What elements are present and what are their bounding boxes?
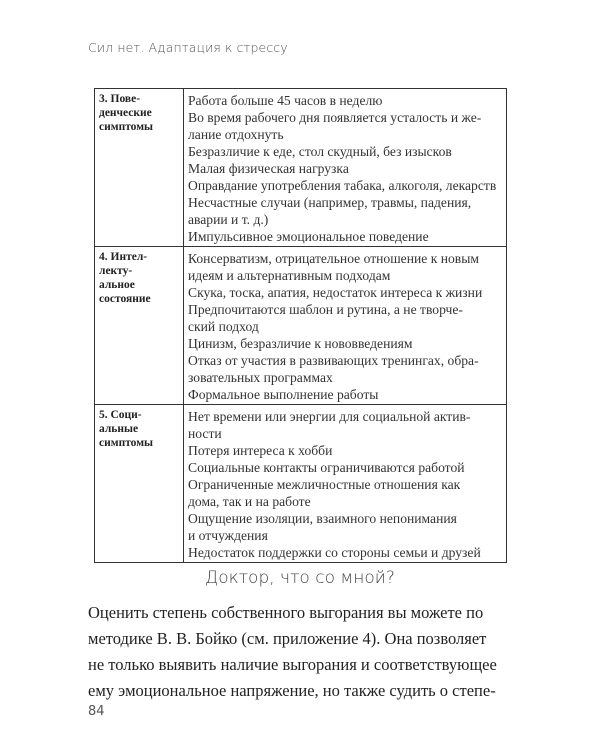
symptom-line: Оправдание употребления табака, алкоголя, лекарств <box>188 178 497 193</box>
symptom-line: Импульсивное эмоциональное поведение <box>188 229 429 244</box>
symptom-line: Недостаток поддержки со стороны семьи и друзей <box>188 545 481 560</box>
symptom-line: Формальное выполнение работы <box>188 387 379 402</box>
category-label-line: 4. Интел- <box>99 251 148 263</box>
category-label-line: лекту- <box>99 265 133 277</box>
body-paragraph <box>88 600 518 704</box>
symptom-line: Социальные контакты ограничиваются работой <box>188 460 465 475</box>
paragraph-line: не только выявить наличие выгорания и соответствующее <box>88 655 497 674</box>
category-cell <box>95 405 184 563</box>
category-label-line: денческие <box>99 107 152 119</box>
paragraph-line: Оценить степень собственного выгорания вы можете по <box>88 603 484 622</box>
symptoms-table <box>94 88 507 563</box>
symptom-line: Предпочитаются шаблон и рутина, а не творче- <box>188 302 463 317</box>
table-row <box>95 405 507 563</box>
category-label-line: симптомы <box>99 437 154 449</box>
symptom-line: Консерватизм, отрицательное отношение к новым <box>188 251 479 266</box>
running-head: Сил нет. Адаптация к стрессу <box>88 40 288 55</box>
paragraph-line: ему эмоциональное напряжение, но также судить о степе- <box>88 681 496 700</box>
category-label-line: 5. Соци- <box>99 409 142 421</box>
symptom-line: Нет времени или энергии для социальной актив- <box>188 409 471 424</box>
category-label-line: альное <box>99 279 135 291</box>
symptom-line: Скука, тоска, апатия, недостаток интереса к жизни <box>188 285 483 300</box>
paragraph-line: методике В. В. Бойко (см. приложение 4). Она позволяет <box>88 629 487 648</box>
page-number: 84 <box>88 704 105 719</box>
symptom-line: Ощущение изоляции, взаимного непонимания <box>188 511 457 526</box>
symptom-line: ности <box>188 426 222 441</box>
symptom-line: Работа больше 45 часов в неделю <box>188 93 383 108</box>
symptom-line: лание отдохнуть <box>188 127 284 142</box>
category-label-line: состояние <box>99 293 151 305</box>
symptom-line: Потеря интереса к хобби <box>188 443 333 458</box>
symptom-line: и отчуждения <box>188 528 268 543</box>
symptom-line: Малая физическая нагрузка <box>188 161 349 176</box>
symptom-line: аварии и т. д.) <box>188 212 269 227</box>
symptom-line: Отказ от участия в развивающих тренингах, обра- <box>188 353 479 368</box>
symptom-line: Несчастные случаи (например, травмы, падения, <box>188 195 472 210</box>
category-label-line: 3. Пове- <box>99 93 141 105</box>
symptom-line: Во время рабочего дня появляется усталость и же- <box>188 110 482 125</box>
symptoms-cell <box>184 89 507 247</box>
table-row <box>95 247 507 405</box>
symptom-line: зовательных программах <box>188 370 333 385</box>
category-cell <box>95 247 184 405</box>
table-row <box>95 89 507 247</box>
category-label-line: симптомы <box>99 121 154 133</box>
symptom-line: идеям и альтернативным подходам <box>188 268 391 283</box>
symptom-line: дома, так и на работе <box>188 494 311 509</box>
symptom-line: Безразличие к еде, стол скудный, без изысков <box>188 144 452 159</box>
symptoms-cell <box>184 405 507 563</box>
section-heading: Доктор, что со мной? <box>205 568 395 588</box>
symptom-line: ский подход <box>188 319 259 334</box>
symptoms-cell <box>184 247 507 405</box>
category-cell <box>95 89 184 247</box>
category-label-line: альные <box>99 423 139 435</box>
symptom-line: Ограниченные межличностные отношения как <box>188 477 461 492</box>
symptom-line: Цинизм, безразличие к нововведениям <box>188 336 413 351</box>
